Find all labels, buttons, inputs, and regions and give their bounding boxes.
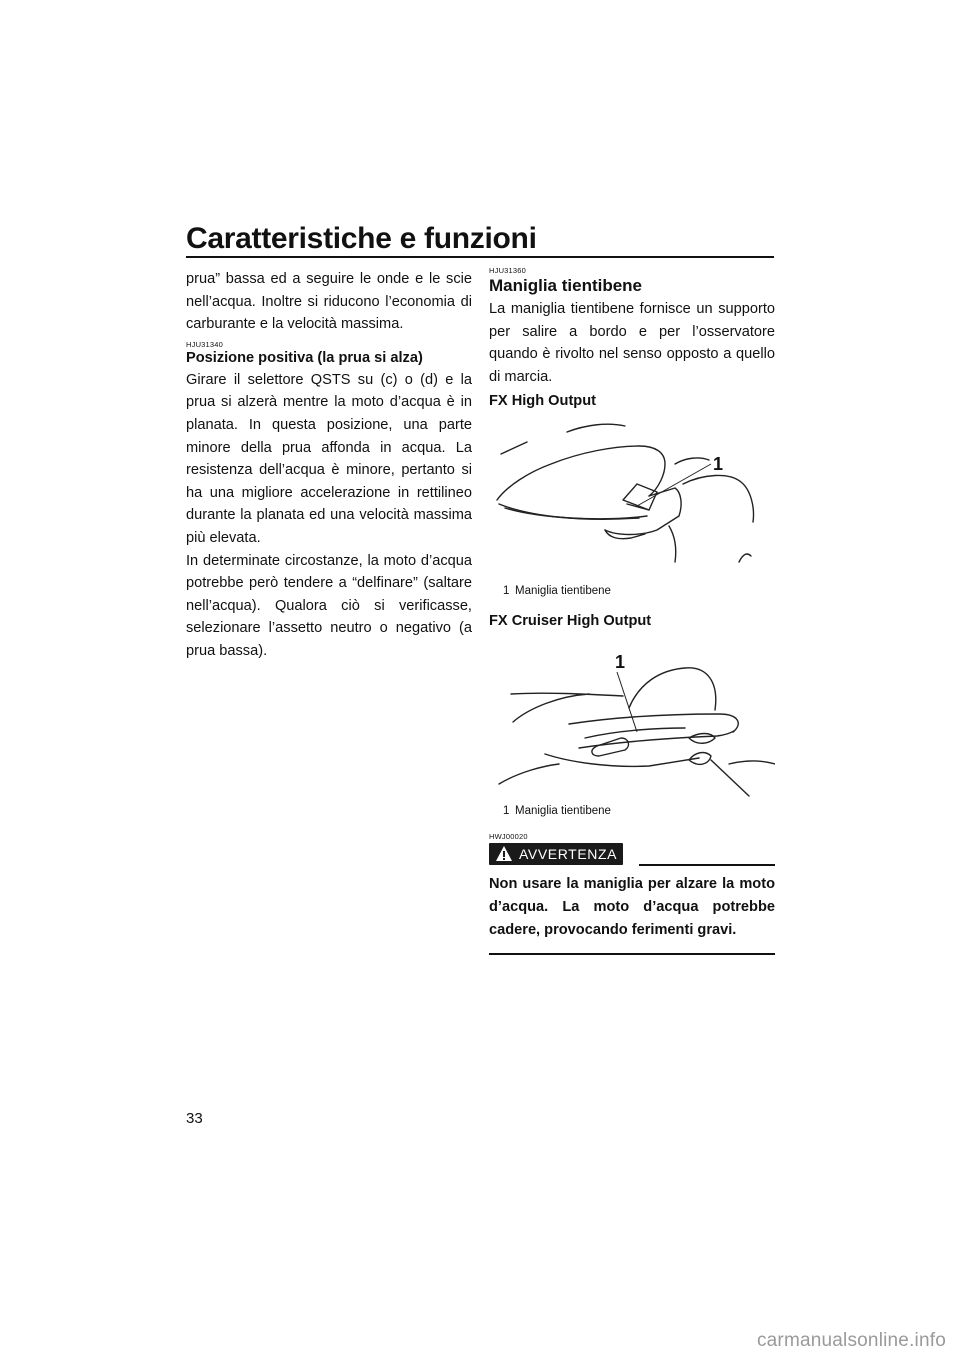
section-code: HJU31360	[489, 266, 527, 275]
warning-badge	[489, 843, 623, 865]
warning-header	[489, 843, 775, 867]
title-rule	[186, 256, 774, 258]
warning-code: HWJ00020	[489, 832, 528, 842]
model-label: FX High Output	[489, 393, 596, 410]
continued-paragraph: prua” bassa ed a seguire le onde e le scie nell’acqua. Inoltre si riducono l’economia di carburante e la velocità massima.	[186, 271, 472, 333]
warning-rule	[639, 864, 775, 866]
section-heading: Posizione positiva (la prua si alza)	[186, 349, 423, 366]
body-paragraph: In determinate circostanze, la moto d’acqua potrebbe però tendere a “delfinare” (saltare nell’acqua). Qualora ciò si verificasse, selezionare l’assetto neutro o negativo (a prua bassa).	[186, 552, 472, 659]
warning-text: Non usare la maniglia per alzare la moto d’acqua. La moto d’acqua potrebbe cadere, provocando ferimenti gravi.	[489, 876, 775, 938]
handle-illustration-2	[489, 632, 775, 804]
handle-illustration-1	[489, 412, 775, 584]
page-title: Caratteristiche e funzioni	[186, 222, 537, 255]
body-paragraph: Girare il selettore QSTS su (c) o (d) e la prua si alzerà mentre la moto d’acqua è in planata. In questa posizione, una parte minore della prua affonda in acqua. La resistenza dell’acqua è minore, pertanto si ha una migliore accelerazione in rettilineo durante la planata ed una velocità massima più elevata.	[186, 371, 472, 546]
figure-caption: 1 Maniglia tientibene	[503, 805, 611, 818]
section-code: HJU31340	[186, 339, 224, 349]
figure-fx-cruiser-high-output	[489, 632, 775, 804]
figure-fx-high-output	[489, 412, 775, 584]
right-column	[489, 268, 775, 955]
intro-paragraph: La maniglia tientibene fornisce un supporto per salire a bordo e per l’osservatore quando è rivolto nel senso opposto a quello di marcia.	[489, 301, 775, 385]
model-label: FX Cruiser High Output	[489, 613, 652, 630]
watermark: carmanualsonline.info	[756, 1330, 946, 1351]
callout-number: 1	[713, 454, 724, 475]
warning-label: AVVERTENZA	[519, 846, 618, 863]
page-number: 33	[186, 1110, 203, 1127]
left-column	[186, 268, 472, 663]
section-heading: Maniglia tientibene	[489, 276, 643, 295]
callout-number: 1	[615, 652, 626, 673]
warning-icon	[495, 845, 513, 863]
figure-caption: 1 Maniglia tientibene	[503, 585, 611, 598]
warning-bottom-rule	[489, 953, 775, 955]
